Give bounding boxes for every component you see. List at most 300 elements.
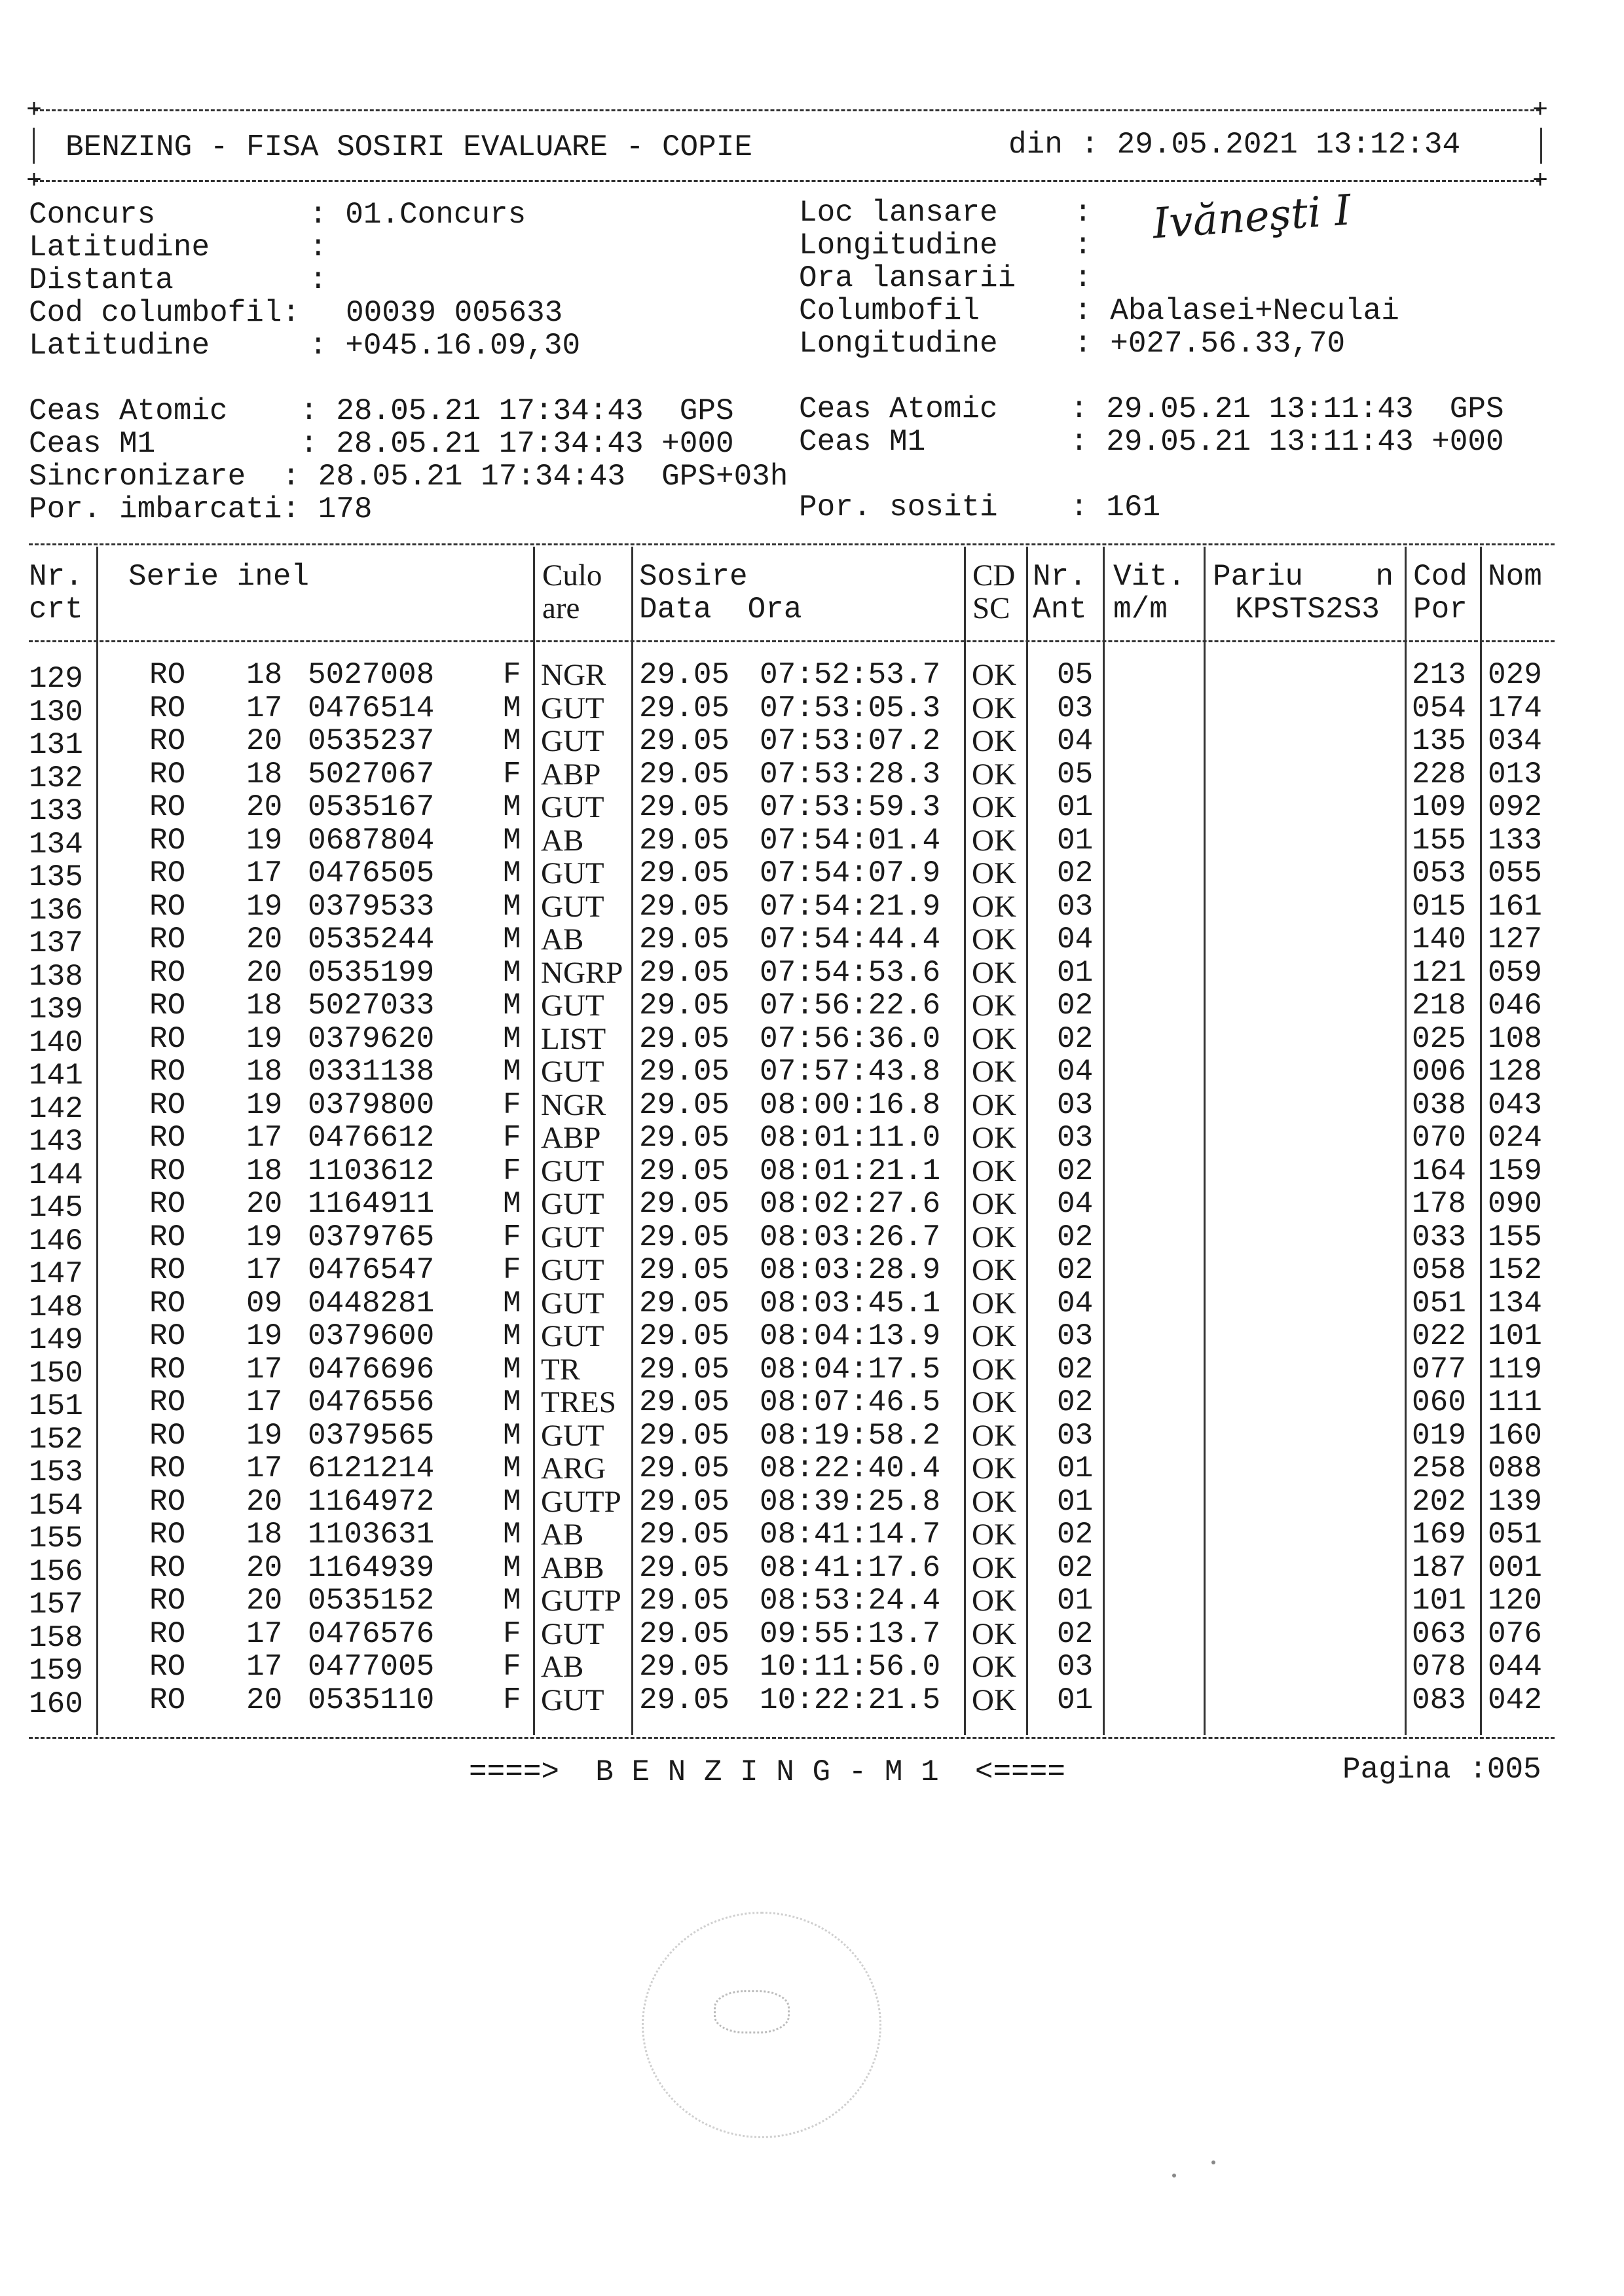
cell-data: 29.05: [639, 724, 730, 758]
cell-ant: 02: [1057, 1385, 1094, 1419]
page-number: Pagina :005: [1342, 1753, 1541, 1787]
cell-inel: 0476576: [308, 1616, 435, 1651]
cell-ant: 02: [1057, 989, 1094, 1023]
cell-tara: RO: [149, 1253, 186, 1287]
sincronizare: Sincronizare : 28.05.21 17:34:43 GPS+03h: [29, 460, 788, 494]
cell-culoare: AB: [541, 823, 584, 858]
cell-culoare: GUT: [541, 1187, 604, 1221]
cell-cd: OK: [972, 1055, 1016, 1089]
corner-mark: +: [26, 167, 43, 196]
cell-nr: 138: [29, 959, 83, 994]
cell-inel: 0379765: [308, 1220, 435, 1254]
cell-tara: RO: [149, 922, 186, 957]
cell-nr: 149: [29, 1323, 83, 1357]
cell-cd: OK: [972, 1253, 1016, 1287]
cell-nom: 139: [1488, 1484, 1542, 1519]
cell-inel: 0535244: [308, 922, 435, 957]
cell-cd: OK: [972, 757, 1016, 792]
cell-culoare: ARG: [541, 1451, 606, 1485]
header-bottom-border: [34, 180, 1540, 182]
latitudine-crescator-value: : +045.16.09,30: [309, 329, 581, 363]
cell-ant: 01: [1057, 790, 1094, 824]
cell-an: 18: [246, 1055, 283, 1089]
cell-an: 17: [246, 1385, 283, 1419]
cell-nom: 111: [1488, 1385, 1542, 1419]
cell-sex: M: [503, 1451, 521, 1485]
cell-nr: 150: [29, 1356, 83, 1391]
cell-cd: OK: [972, 1616, 1016, 1651]
cell-ora: 07:54:53.6: [760, 955, 941, 990]
cell-cod: 140: [1412, 922, 1466, 957]
cell-sex: M: [503, 1286, 521, 1321]
cell-culoare: GUT: [541, 1286, 604, 1321]
cell-data: 29.05: [639, 1683, 730, 1717]
cell-tara: RO: [149, 823, 186, 858]
cell-tara: RO: [149, 1451, 186, 1485]
corner-mark: +: [1532, 96, 1549, 126]
cell-culoare: LIST: [541, 1021, 606, 1056]
cell-nr: 160: [29, 1686, 83, 1721]
col-nrant-header-2: Ant: [1033, 592, 1087, 627]
cell-nr: 133: [29, 794, 83, 828]
cell-nr: 132: [29, 761, 83, 795]
cell-inel: 0476505: [308, 856, 435, 890]
cell-cod: 051: [1412, 1286, 1466, 1321]
cell-ant: 04: [1057, 1187, 1094, 1221]
cell-data: 29.05: [639, 691, 730, 725]
cell-cod: 109: [1412, 790, 1466, 824]
cell-culoare: GUT: [541, 1154, 604, 1188]
header-left-border: [33, 128, 35, 164]
cell-ora: 07:53:28.3: [760, 757, 941, 792]
cell-sex: F: [503, 658, 521, 692]
cell-cd: OK: [972, 691, 1016, 725]
cell-data: 29.05: [639, 1451, 730, 1485]
latitudine-crescator-label: Latitudine: [29, 329, 210, 363]
cell-tara: RO: [149, 1616, 186, 1651]
cell-nr: 143: [29, 1125, 83, 1159]
cell-inel: 0476696: [308, 1352, 435, 1387]
column-separator: [1204, 547, 1206, 1735]
cell-an: 17: [246, 856, 283, 890]
corner-mark: +: [26, 96, 43, 126]
cell-nr: 147: [29, 1257, 83, 1291]
cell-inel: 0535237: [308, 724, 435, 758]
cell-sex: M: [503, 1518, 521, 1552]
cell-inel: 1103612: [308, 1154, 435, 1188]
cell-cd: OK: [972, 1121, 1016, 1155]
cell-culoare: GUT: [541, 790, 604, 824]
cell-cod: 121: [1412, 955, 1466, 990]
porumbei-imbarcati: Por. imbarcati: 178: [29, 492, 373, 526]
cell-nr: 136: [29, 893, 83, 928]
cell-nom: 024: [1488, 1121, 1542, 1155]
cell-nom: 059: [1488, 955, 1542, 990]
cell-cd: OK: [972, 1518, 1016, 1552]
cell-cd: OK: [972, 1087, 1016, 1122]
cell-cd: OK: [972, 1286, 1016, 1321]
cell-inel: 0476514: [308, 691, 435, 725]
cell-cod: 164: [1412, 1154, 1466, 1188]
cell-cd: OK: [972, 1584, 1016, 1618]
cell-nom: 042: [1488, 1683, 1542, 1717]
cell-data: 29.05: [639, 989, 730, 1023]
col-sosire-header-2: Data Ora: [639, 592, 802, 627]
cell-nr: 156: [29, 1554, 83, 1589]
cell-cd: OK: [972, 1451, 1016, 1485]
cell-cd: OK: [972, 1385, 1016, 1419]
cell-nom: 161: [1488, 889, 1542, 924]
cell-sex: F: [503, 1087, 521, 1122]
cell-data: 29.05: [639, 1584, 730, 1618]
cell-an: 18: [246, 1154, 283, 1188]
cell-ora: 07:56:22.6: [760, 989, 941, 1023]
cell-tara: RO: [149, 1220, 186, 1254]
cell-data: 29.05: [639, 1021, 730, 1056]
cell-cod: 228: [1412, 757, 1466, 792]
cell-sex: F: [503, 1253, 521, 1287]
cell-cod: 218: [1412, 989, 1466, 1023]
cell-ant: 03: [1057, 1319, 1094, 1353]
cell-data: 29.05: [639, 1253, 730, 1287]
cell-cod: 101: [1412, 1584, 1466, 1618]
cell-nr: 141: [29, 1059, 83, 1093]
cell-nr: 139: [29, 993, 83, 1027]
cell-sex: M: [503, 856, 521, 890]
cell-nom: 001: [1488, 1550, 1542, 1585]
cell-ant: 02: [1057, 856, 1094, 890]
cell-inel: 5027033: [308, 989, 435, 1023]
cell-culoare: AB: [541, 922, 584, 957]
cell-culoare: NGRP: [541, 955, 623, 990]
col-cd-header-2: SC: [972, 591, 1010, 625]
cell-nom: 134: [1488, 1286, 1542, 1321]
cell-inel: 0535152: [308, 1584, 435, 1618]
cell-nr: 145: [29, 1191, 83, 1225]
cell-an: 20: [246, 1550, 283, 1585]
cell-cod: 063: [1412, 1616, 1466, 1651]
ora-lansarii-label: Ora lansarii: [799, 261, 1016, 295]
cell-ant: 01: [1057, 955, 1094, 990]
cell-nom: 013: [1488, 757, 1542, 792]
col-serie-header: Serie inel: [128, 560, 310, 594]
cell-tara: RO: [149, 955, 186, 990]
cell-cd: OK: [972, 823, 1016, 858]
cell-an: 20: [246, 790, 283, 824]
cell-an: 19: [246, 889, 283, 924]
cell-data: 29.05: [639, 1650, 730, 1684]
cell-culoare: AB: [541, 1650, 584, 1684]
cell-culoare: GUT: [541, 1683, 604, 1717]
cell-ant: 02: [1057, 1518, 1094, 1552]
cell-cod: 187: [1412, 1550, 1466, 1585]
cell-sex: M: [503, 1055, 521, 1089]
cell-data: 29.05: [639, 1121, 730, 1155]
cell-nom: 127: [1488, 922, 1542, 957]
cell-cod: 038: [1412, 1087, 1466, 1122]
col-pariu-header: Pariu n: [1213, 560, 1394, 594]
cell-ora: 08:02:27.6: [760, 1187, 941, 1221]
cell-sex: M: [503, 1021, 521, 1056]
cell-sex: M: [503, 989, 521, 1023]
cell-culoare: GUT: [541, 1220, 604, 1254]
cell-an: 18: [246, 989, 283, 1023]
cell-sex: F: [503, 1683, 521, 1717]
cell-data: 29.05: [639, 823, 730, 858]
cell-nr: 144: [29, 1157, 83, 1192]
cell-cod: 033: [1412, 1220, 1466, 1254]
cell-nom: 174: [1488, 691, 1542, 725]
cell-tara: RO: [149, 1418, 186, 1453]
cell-culoare: GUT: [541, 1418, 604, 1453]
cell-ora: 08:39:25.8: [760, 1484, 941, 1519]
cell-nom: 055: [1488, 856, 1542, 890]
cell-sex: F: [503, 1616, 521, 1651]
col-viteza-header: Vit.: [1113, 560, 1186, 594]
column-separator: [96, 547, 98, 1735]
cell-tara: RO: [149, 658, 186, 692]
col-pariu-header-2: KPSTS2S3: [1235, 592, 1380, 627]
longitudine-label: Longitudine: [799, 228, 998, 263]
cell-cod: 019: [1412, 1418, 1466, 1453]
cell-cd: OK: [972, 1550, 1016, 1585]
cell-an: 17: [246, 1451, 283, 1485]
col-cod-header-2: Por: [1413, 592, 1467, 627]
cell-nr: 142: [29, 1091, 83, 1126]
cell-cod: 213: [1412, 658, 1466, 692]
col-nrant-header: Nr.: [1033, 560, 1087, 594]
cell-ant: 04: [1057, 922, 1094, 957]
cell-sex: F: [503, 1154, 521, 1188]
cell-sex: M: [503, 691, 521, 725]
cell-nom: 101: [1488, 1319, 1542, 1353]
cell-cod: 054: [1412, 691, 1466, 725]
cell-sex: M: [503, 1352, 521, 1387]
concurs-value: : 01.Concurs: [309, 198, 526, 232]
cell-nr: 155: [29, 1522, 83, 1556]
cell-cod: 053: [1412, 856, 1466, 890]
corner-mark: +: [1532, 167, 1549, 196]
cell-inel: 0476556: [308, 1385, 435, 1419]
col-viteza-header-2: m/m: [1113, 592, 1168, 627]
concurs-label: Concurs: [29, 198, 156, 232]
cell-tara: RO: [149, 856, 186, 890]
cell-ant: 02: [1057, 1220, 1094, 1254]
cell-sex: M: [503, 889, 521, 924]
cell-nom: 076: [1488, 1616, 1542, 1651]
cell-ant: 03: [1057, 1650, 1094, 1684]
cell-nom: 092: [1488, 790, 1542, 824]
cell-ora: 08:03:45.1: [760, 1286, 941, 1321]
cell-nr: 146: [29, 1224, 83, 1258]
cell-sex: M: [503, 1187, 521, 1221]
cell-data: 29.05: [639, 1187, 730, 1221]
columbofil-value: : Abalasei+Neculai: [1074, 294, 1399, 328]
cell-an: 17: [246, 1650, 283, 1684]
cell-data: 29.05: [639, 1550, 730, 1585]
cell-nom: 090: [1488, 1187, 1542, 1221]
col-nom-header: Nom: [1488, 560, 1542, 594]
cell-an: 18: [246, 757, 283, 792]
cell-ora: 08:19:58.2: [760, 1418, 941, 1453]
cell-nr: 152: [29, 1422, 83, 1457]
cell-inel: 6121214: [308, 1451, 435, 1485]
cell-ora: 08:01:11.0: [760, 1121, 941, 1155]
cell-nr: 129: [29, 662, 83, 696]
cell-ora: 10:22:21.5: [760, 1683, 941, 1717]
cell-ora: 08:04:13.9: [760, 1319, 941, 1353]
cell-cod: 083: [1412, 1683, 1466, 1717]
cell-nom: 088: [1488, 1451, 1542, 1485]
cell-ora: 07:53:59.3: [760, 790, 941, 824]
cell-nom: 160: [1488, 1418, 1542, 1453]
cell-ora: 08:41:17.6: [760, 1550, 941, 1585]
cell-cd: OK: [972, 658, 1016, 692]
cell-nr: 157: [29, 1588, 83, 1622]
cell-ant: 01: [1057, 1451, 1094, 1485]
cell-culoare: GUT: [541, 1055, 604, 1089]
cell-ant: 01: [1057, 1584, 1094, 1618]
cell-ora: 08:00:16.8: [760, 1087, 941, 1122]
cod-columbofil-label: Cod columbofil:: [29, 296, 301, 330]
cell-data: 29.05: [639, 856, 730, 890]
column-separator: [631, 547, 633, 1735]
cell-cd: OK: [972, 955, 1016, 990]
cell-ora: 08:01:21.1: [760, 1154, 941, 1188]
cell-cd: OK: [972, 1352, 1016, 1387]
cell-cod: 155: [1412, 823, 1466, 858]
cell-an: 20: [246, 724, 283, 758]
col-culoare-header: Culo: [542, 558, 602, 592]
cell-nr: 134: [29, 827, 83, 862]
distanta-value: :: [309, 263, 327, 297]
cell-ant: 01: [1057, 1484, 1094, 1519]
cell-sex: F: [503, 757, 521, 792]
ceas-atomic-stop: Ceas Atomic : 29.05.21 13:11:43 GPS: [799, 392, 1504, 426]
speck: [1172, 2174, 1176, 2178]
cell-nom: 051: [1488, 1518, 1542, 1552]
cell-sex: M: [503, 955, 521, 990]
cell-ora: 07:52:53.7: [760, 658, 941, 692]
col-cd-header: CD: [972, 558, 1016, 592]
cell-tara: RO: [149, 724, 186, 758]
ceas-m1-stop: Ceas M1 : 29.05.21 13:11:43 +000: [799, 425, 1504, 459]
cell-inel: 1164972: [308, 1484, 435, 1519]
column-separator: [1026, 547, 1028, 1735]
cell-an: 18: [246, 658, 283, 692]
cell-an: 19: [246, 1087, 283, 1122]
cell-sex: M: [503, 1418, 521, 1453]
longitudine-crescator-value: : +027.56.33,70: [1074, 327, 1346, 361]
header-right-border: [1540, 128, 1542, 164]
cell-ant: 02: [1057, 1021, 1094, 1056]
cell-an: 20: [246, 922, 283, 957]
cell-culoare: ABP: [541, 757, 601, 792]
cell-ant: 05: [1057, 757, 1094, 792]
cell-culoare: GUT: [541, 989, 604, 1023]
cell-nom: 133: [1488, 823, 1542, 858]
cell-sex: F: [503, 1121, 521, 1155]
cell-culoare: GUT: [541, 1253, 604, 1287]
cell-culoare: ABB: [541, 1550, 604, 1585]
cell-ant: 04: [1057, 1286, 1094, 1321]
cell-inel: 0379565: [308, 1418, 435, 1453]
cell-cod: 015: [1412, 889, 1466, 924]
cell-cod: 070: [1412, 1121, 1466, 1155]
cell-an: 19: [246, 1220, 283, 1254]
footer-brand: ====> B E N Z I N G - M 1 <====: [469, 1755, 1065, 1789]
distanta-label: Distanta: [29, 263, 174, 297]
table-header-bottom-border: [29, 640, 1555, 642]
cell-cd: OK: [972, 724, 1016, 758]
cell-nom: 152: [1488, 1253, 1542, 1287]
cell-tara: RO: [149, 1021, 186, 1056]
cell-tara: RO: [149, 1683, 186, 1717]
cell-ora: 07:54:01.4: [760, 823, 941, 858]
cell-inel: 0379600: [308, 1319, 435, 1353]
cell-cd: OK: [972, 1187, 1016, 1221]
cell-an: 20: [246, 955, 283, 990]
cell-nom: 108: [1488, 1021, 1542, 1056]
cell-tara: RO: [149, 1484, 186, 1519]
cell-sex: M: [503, 1385, 521, 1419]
cell-an: 17: [246, 1121, 283, 1155]
cell-ora: 07:53:05.3: [760, 691, 941, 725]
cell-ora: 07:54:07.9: [760, 856, 941, 890]
col-sosire-header: Sosire: [639, 560, 748, 594]
loc-lansare-handwritten: Ivăneşti I: [1151, 186, 1353, 249]
cell-cd: OK: [972, 922, 1016, 957]
cell-data: 29.05: [639, 1418, 730, 1453]
cell-ora: 07:56:36.0: [760, 1021, 941, 1056]
porumbei-sositi: Por. sositi : 161: [799, 490, 1161, 524]
columbofil-label: Columbofil: [799, 294, 980, 328]
cell-tara: RO: [149, 1055, 186, 1089]
cell-nom: 034: [1488, 724, 1542, 758]
cell-cd: OK: [972, 1021, 1016, 1056]
cell-nom: 120: [1488, 1584, 1542, 1618]
cell-cod: 078: [1412, 1650, 1466, 1684]
cell-inel: 0331138: [308, 1055, 435, 1089]
cell-cod: 202: [1412, 1484, 1466, 1519]
cell-data: 29.05: [639, 955, 730, 990]
cell-inel: 0477005: [308, 1650, 435, 1684]
cell-ora: 08:07:46.5: [760, 1385, 941, 1419]
cell-culoare: GUT: [541, 724, 604, 758]
cell-nr: 154: [29, 1488, 83, 1523]
cell-tara: RO: [149, 691, 186, 725]
cell-data: 29.05: [639, 790, 730, 824]
cell-an: 17: [246, 1616, 283, 1651]
cell-inel: 1164911: [308, 1187, 435, 1221]
cell-cod: 258: [1412, 1451, 1466, 1485]
cell-culoare: NGR: [541, 1087, 606, 1122]
cell-sex: F: [503, 1220, 521, 1254]
cell-inel: 0448281: [308, 1286, 435, 1321]
cell-nom: 044: [1488, 1650, 1542, 1684]
cell-ant: 02: [1057, 1616, 1094, 1651]
cell-data: 29.05: [639, 1518, 730, 1552]
cell-ant: 01: [1057, 1683, 1094, 1717]
cell-an: 17: [246, 1352, 283, 1387]
cell-an: 19: [246, 1418, 283, 1453]
cell-inel: 0379620: [308, 1021, 435, 1056]
cell-tara: RO: [149, 989, 186, 1023]
cell-ora: 07:53:07.2: [760, 724, 941, 758]
cell-inel: 0535167: [308, 790, 435, 824]
cell-nr: 153: [29, 1455, 83, 1489]
latitudine-value: :: [309, 230, 327, 264]
